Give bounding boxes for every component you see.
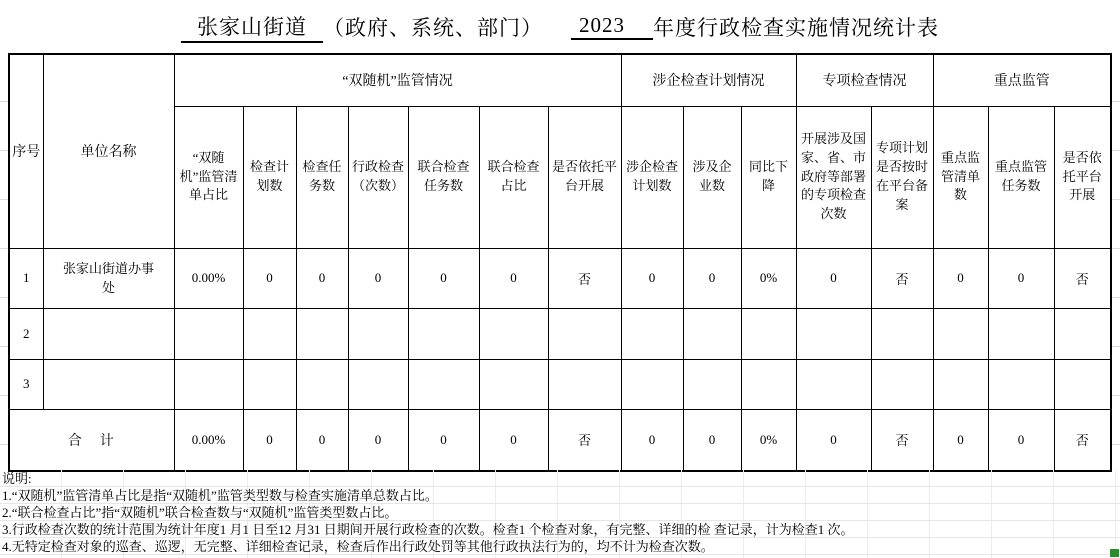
total-cell[interactable]: 0: [796, 409, 871, 471]
data-cell[interactable]: [796, 359, 871, 409]
data-cell[interactable]: [988, 359, 1054, 409]
total-cell[interactable]: 否: [548, 409, 621, 471]
sub-header[interactable]: 专项计划是否按时在平台备案: [871, 106, 933, 248]
data-cell[interactable]: 0: [988, 248, 1054, 308]
group-header-enterprise-plan[interactable]: 涉企检查计划情况: [621, 54, 796, 106]
total-cell[interactable]: 0: [621, 409, 683, 471]
note-item-4: 4.无特定检查对象的巡查、巡逻，无完整、详细检查记录，检查后作出行政处罚等其他行政执法行为的，均不计为检查次数。: [2, 539, 714, 554]
data-cell[interactable]: [683, 308, 741, 359]
data-cell[interactable]: [741, 308, 796, 359]
data-cell[interactable]: 0: [796, 248, 871, 308]
data-cell[interactable]: 0: [243, 248, 296, 308]
unit-cell[interactable]: [43, 308, 174, 359]
data-cell[interactable]: 0%: [741, 248, 796, 308]
data-cell[interactable]: 0: [933, 248, 988, 308]
sub-header[interactable]: “双随机”监管清单占比: [174, 106, 243, 248]
group-header-double-random[interactable]: “双随机”监管情况: [174, 54, 621, 106]
selection-fill-handle[interactable]: [1110, 549, 1119, 557]
sub-header[interactable]: 涉及企业数: [683, 106, 741, 248]
data-cell[interactable]: 0: [348, 248, 408, 308]
sub-header[interactable]: 重点监管任务数: [988, 106, 1054, 248]
group-header-key-supervision[interactable]: 重点监管: [933, 54, 1111, 106]
data-cell[interactable]: 0: [683, 248, 741, 308]
title-suffix: 年度行政检查实施情况统计表: [653, 15, 939, 40]
col-header-unit[interactable]: 单位名称: [43, 54, 174, 248]
data-cell[interactable]: [296, 308, 348, 359]
data-cell[interactable]: [348, 308, 408, 359]
total-cell[interactable]: 否: [871, 409, 933, 471]
note-item-2: 2.“联合检查占比”指“双随机”联合检查数与“双随机”监管类型数占比。: [2, 505, 398, 520]
note-item-1: 1.“双随机”监管清单占比是指“双随机”监管类型数与检查实施清单总数占比。: [2, 488, 438, 503]
note-item-3: 3.行政检查次数的统计范围为统计年度1 月1 日至12 月31 日期间开展行政检查的次数。检查1 个检查对象，有完整、详细的检 查记录，计为检查1 次。: [2, 522, 854, 537]
total-cell[interactable]: 0: [479, 409, 548, 471]
data-cell[interactable]: [243, 359, 296, 409]
sub-header[interactable]: 开展涉及国家、省、市政府等部署的专项检查次数: [796, 106, 871, 248]
data-cell[interactable]: 0.00%: [174, 248, 243, 308]
data-cell[interactable]: [348, 359, 408, 409]
data-cell[interactable]: [871, 359, 933, 409]
data-cell[interactable]: [988, 308, 1054, 359]
data-cell[interactable]: [933, 359, 988, 409]
right-margin-gridlines: [1111, 53, 1120, 470]
data-cell[interactable]: [621, 359, 683, 409]
data-cell[interactable]: [1054, 359, 1111, 409]
unit-cell[interactable]: [43, 359, 174, 409]
notes-section: [0, 470, 1120, 558]
data-cell[interactable]: [479, 359, 548, 409]
data-cell[interactable]: [548, 359, 621, 409]
sub-header[interactable]: 涉企检查计划数: [621, 106, 683, 248]
title-year: 2023: [571, 13, 653, 40]
title-scope: （政府、系统、部门）: [323, 15, 543, 40]
seq-cell[interactable]: 3: [9, 359, 43, 409]
sub-header[interactable]: 重点监管清单数: [933, 106, 988, 248]
data-cell[interactable]: 0: [408, 248, 479, 308]
data-cell[interactable]: [243, 308, 296, 359]
sub-header[interactable]: 是否依托平台开展: [1054, 106, 1111, 248]
total-row: [9, 409, 1111, 471]
data-cell[interactable]: [408, 308, 479, 359]
data-cell[interactable]: 否: [548, 248, 621, 308]
data-cell[interactable]: [174, 308, 243, 359]
seq-cell[interactable]: 2: [9, 308, 43, 359]
data-cell[interactable]: 否: [871, 248, 933, 308]
data-cell[interactable]: 0: [479, 248, 548, 308]
table-row: [9, 248, 1111, 308]
data-cell[interactable]: [871, 308, 933, 359]
total-cell[interactable]: 0: [683, 409, 741, 471]
title-unit-name: 张家山街道: [181, 11, 323, 43]
unit-cell[interactable]: 张家山街道办事处: [43, 248, 174, 308]
sub-header[interactable]: 联合检查任务数: [408, 106, 479, 248]
data-cell[interactable]: 否: [1054, 248, 1111, 308]
sub-header[interactable]: 检查任务数: [296, 106, 348, 248]
total-cell[interactable]: 0: [933, 409, 988, 471]
total-cell[interactable]: 0: [988, 409, 1054, 471]
data-cell[interactable]: [479, 308, 548, 359]
total-cell[interactable]: 否: [1054, 409, 1111, 471]
data-cell[interactable]: [933, 308, 988, 359]
total-cell[interactable]: 0: [348, 409, 408, 471]
col-header-seq[interactable]: 序号: [9, 54, 43, 248]
total-cell[interactable]: 0%: [741, 409, 796, 471]
left-margin-gridlines: [0, 53, 8, 470]
data-cell[interactable]: [796, 308, 871, 359]
data-cell[interactable]: [296, 359, 348, 409]
total-cell[interactable]: 0: [408, 409, 479, 471]
data-cell[interactable]: [683, 359, 741, 409]
data-cell[interactable]: 0: [296, 248, 348, 308]
data-cell[interactable]: [174, 359, 243, 409]
total-cell[interactable]: 0.00%: [174, 409, 243, 471]
data-cell[interactable]: [741, 359, 796, 409]
total-cell[interactable]: 0: [243, 409, 296, 471]
data-cell[interactable]: [548, 308, 621, 359]
table-row: [9, 308, 1111, 359]
header-sub-row: [9, 106, 1111, 248]
sub-header[interactable]: 同比下降: [741, 106, 796, 248]
data-cell[interactable]: [408, 359, 479, 409]
header-group-row: [9, 54, 1111, 106]
inspection-statistics-table: [8, 53, 1112, 472]
total-cell[interactable]: 0: [296, 409, 348, 471]
sub-header[interactable]: 是否依托平台开展: [548, 106, 621, 248]
data-cell[interactable]: [1054, 308, 1111, 359]
sub-header[interactable]: 行政检查（次数）: [348, 106, 408, 248]
group-header-special-inspection[interactable]: 专项检查情况: [796, 54, 933, 106]
total-label-cell[interactable]: 合 计: [9, 409, 174, 471]
sub-header[interactable]: 检查计划数: [243, 106, 296, 248]
table-row: [9, 359, 1111, 409]
data-cell[interactable]: [621, 308, 683, 359]
notes-heading: 说明:: [2, 471, 32, 486]
seq-cell[interactable]: 1: [9, 248, 43, 308]
sub-header[interactable]: 联合检查占比: [479, 106, 548, 248]
data-cell[interactable]: 0: [621, 248, 683, 308]
sheet-title: [0, 0, 1120, 53]
